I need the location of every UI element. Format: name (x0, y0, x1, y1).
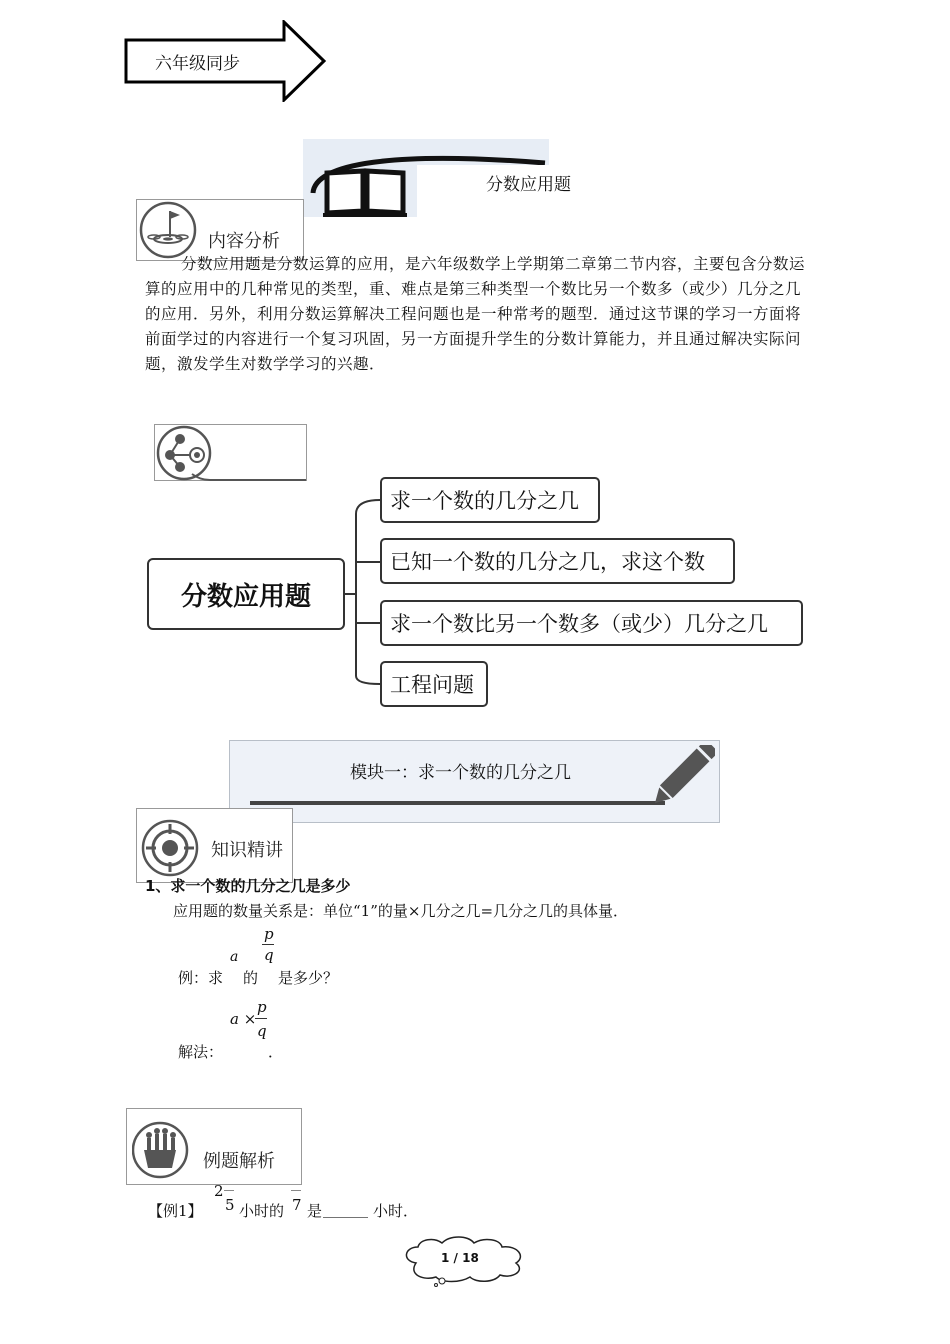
example-fraction-numerator: p (264, 925, 274, 943)
section-underline (190, 472, 308, 482)
example-prefix: 例：求 (178, 969, 224, 987)
mindmap-branch-3: 求一个数比另一个数多（或少）几分之几 (380, 600, 803, 646)
mindmap-connectors (344, 490, 384, 700)
page-number: 1 / 18 (441, 1251, 479, 1265)
pencil-icon (245, 745, 715, 810)
page-title: 分数应用题 (486, 175, 571, 195)
example-line (178, 925, 478, 985)
target-flag-icon (138, 201, 198, 259)
example-1-text-1: 小时的 (239, 1202, 285, 1220)
example-fraction-denominator: q (264, 946, 274, 964)
mindmap-root: 分数应用题 (147, 558, 345, 630)
mindmap-branch-2: 已知一个数的几分之几，求这个数 (380, 538, 735, 584)
crosshair-target-icon (140, 818, 200, 878)
solution-fraction-numerator: p (257, 998, 267, 1016)
example-suffix: 是多少？ (278, 969, 339, 987)
example-1-whole: 2 (214, 1182, 224, 1200)
module-title: 模块一：求一个数的几分之几 (350, 763, 571, 783)
section-label-examples: 例题解析 (203, 1151, 275, 1172)
example-1-blank: ______ (323, 1200, 368, 1218)
intro-text: 分数应用题是分数运算的应用，是六年级数学上学期第二章第二节内容，主要包含分数运算的应用中的几种常见的类型，重、难点是第三种类型一个数比另一个数多（或少）几分之几的应用．另外，利用分数运算解决工程问题也是一种常考的题型．通过这节课的学习一方面将前面学过的内容进行一个复习巩固，另一方面提升学生的分数计算能力，并且通过解决实际问题，激发学生对数学学习的兴趣． (145, 255, 806, 373)
example-variable: a (230, 949, 239, 965)
mindmap-branch-4: 工程问题 (380, 661, 488, 707)
solution-fraction-bar (255, 1018, 267, 1019)
intro-paragraph (145, 252, 810, 377)
knowledge-heading: 1、求一个数的几分之几是多少 (145, 877, 351, 895)
example-1-text-2: 是 (307, 1202, 323, 1220)
solution-expression: a × (230, 1010, 257, 1028)
section-label-content-analysis: 内容分析 (208, 231, 280, 252)
mindmap-branch-1: 求一个数的几分之几 (380, 477, 600, 523)
example-1-fraction-1-denominator: 5 (225, 1196, 235, 1214)
example-fraction-bar (262, 944, 274, 945)
grade-tag: 六年级同步 (155, 54, 240, 74)
example-of: 的 (243, 969, 259, 987)
example-1-fraction-2-denominator: 7 (292, 1196, 302, 1214)
solution-prefix: 解法： (178, 1043, 224, 1061)
crown-trophy-icon (132, 1120, 192, 1180)
example-1-label: 【例1】 (148, 1202, 203, 1220)
section-label-knowledge: 知识精讲 (211, 840, 283, 861)
solution-suffix: ． (268, 1043, 284, 1061)
solution-fraction-denominator: q (257, 1022, 267, 1040)
knowledge-relation: 应用题的数量关系是：单位“1”的量×几分之几=几分之几的具体量． (173, 902, 629, 920)
example-1-text-3: 小时． (373, 1202, 419, 1220)
solution-line (178, 998, 478, 1060)
example-1-fraction-bar-2 (291, 1190, 301, 1191)
example-1-fraction-bar-1 (224, 1190, 234, 1191)
example-1 (148, 1180, 448, 1225)
